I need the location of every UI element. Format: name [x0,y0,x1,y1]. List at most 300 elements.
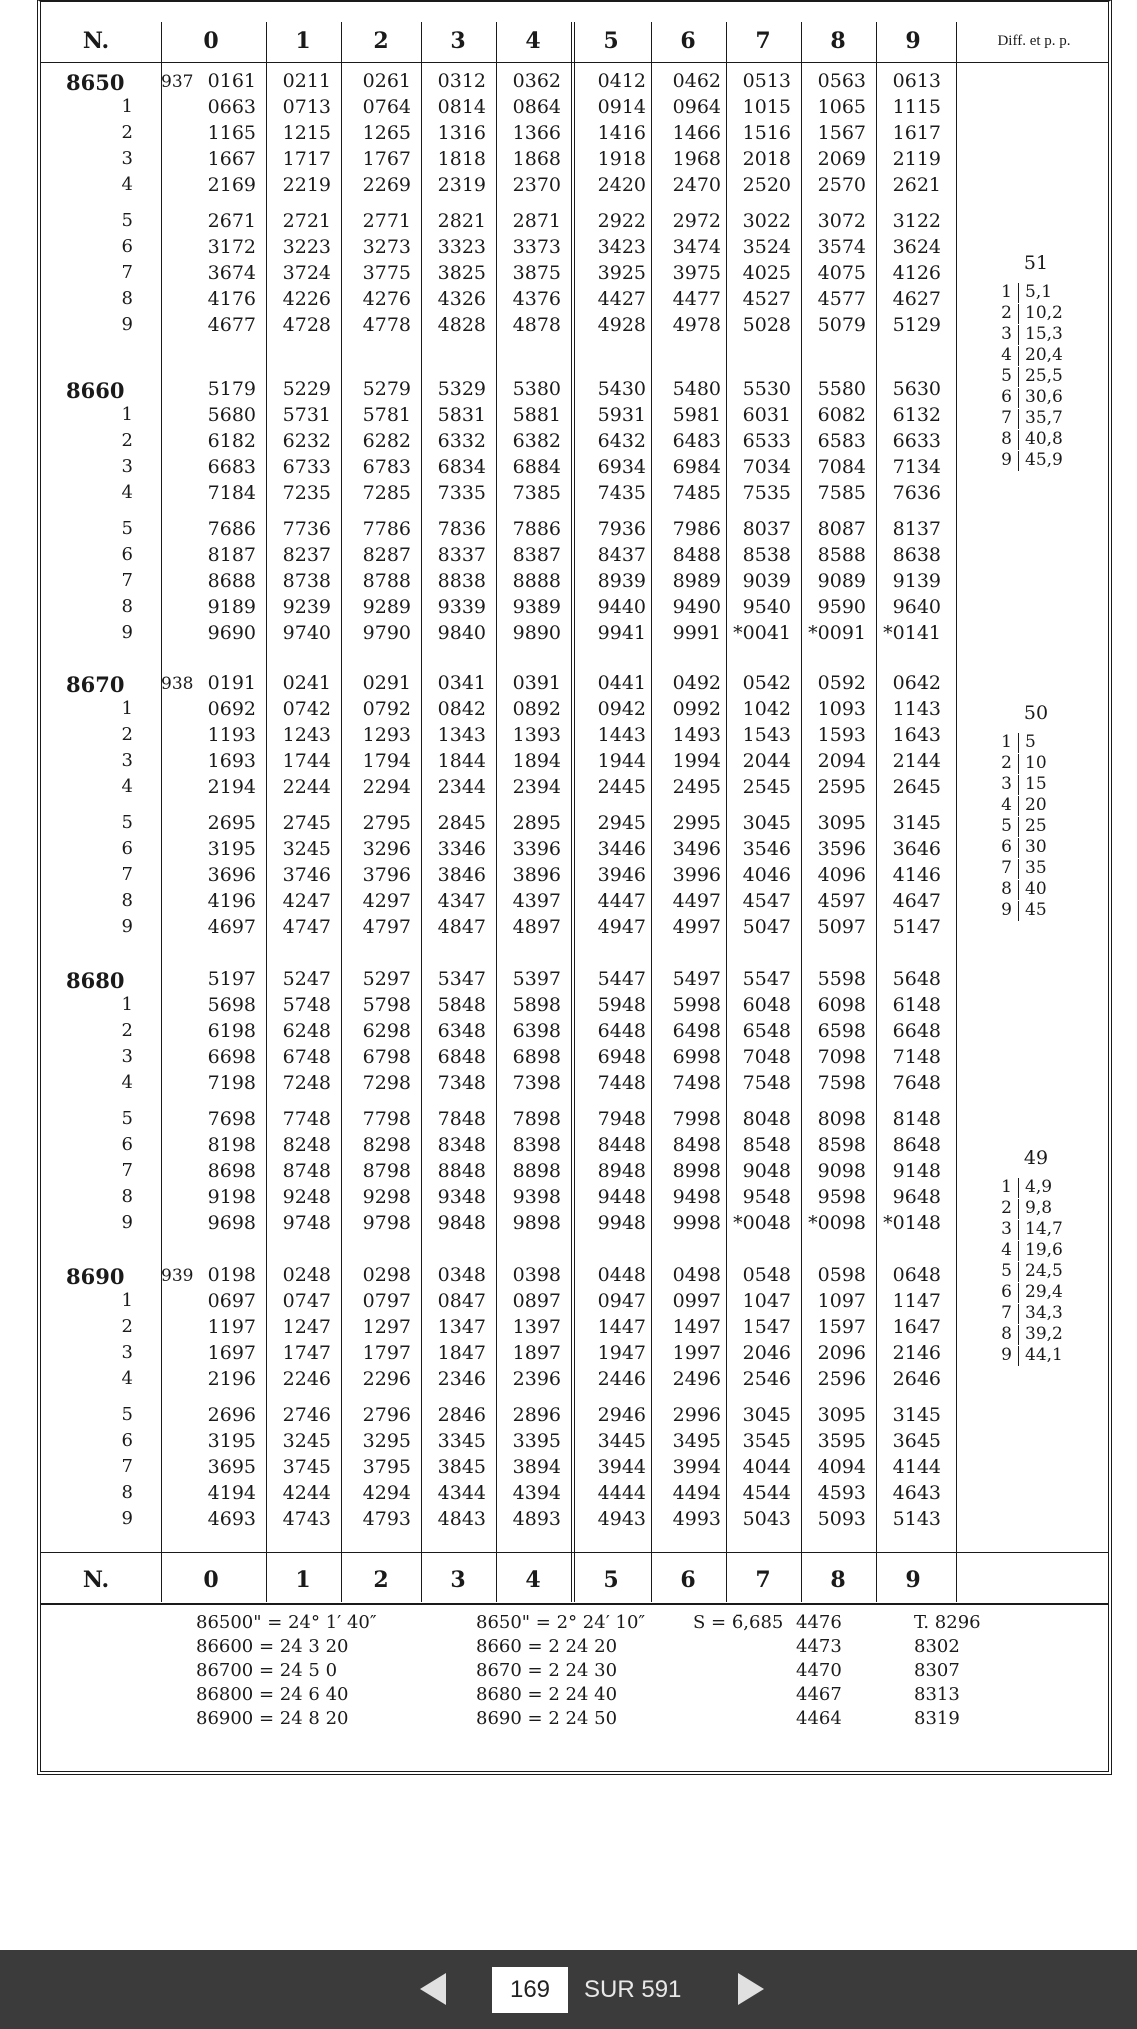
header-diff: Diff. et p. p. [997,33,1071,49]
table-cell: 5998 [672,994,721,1016]
table-cell: 9039 [742,570,791,592]
row-sub-label: 5 [121,1404,133,1425]
table-cell: 3245 [282,1430,331,1452]
table-cell: 2470 [672,174,721,196]
header-col-3: 3 [450,1567,466,1593]
table-cell: 4126 [892,262,941,284]
table-cell: 3122 [892,210,941,232]
table-cell: 2496 [672,1368,721,1390]
table-cell: 4847 [437,916,486,938]
table-cell: 4527 [742,288,791,310]
table-cell: 4344 [437,1482,486,1504]
diff-multiplier: 5 [1001,366,1012,386]
table-cell: 7084 [817,456,866,478]
footer-note: 8313 [914,1684,960,1705]
table-cell: 8698 [207,1160,256,1182]
table-cell: 9941 [597,622,646,644]
table-cell: 4593 [817,1482,866,1504]
table-cell: 9748 [282,1212,331,1234]
table-cell: 1868 [512,148,561,170]
table-cell: 3595 [817,1430,866,1452]
table-cell: 2269 [362,174,411,196]
table-cell: 2871 [512,210,561,232]
table-cell: 7348 [437,1072,486,1094]
table-cell: 0747 [282,1290,331,1312]
next-page-button[interactable] [734,1971,768,2007]
table-cell: 4144 [892,1456,941,1478]
table-cell: 7686 [207,518,256,540]
diff-multiplier: 2 [1001,753,1012,773]
table-cell: 7598 [817,1072,866,1094]
table-cell: 2246 [282,1368,331,1390]
table-cell: 0797 [362,1290,411,1312]
diff-multiplier: 6 [1001,387,1012,407]
logarithm-table [41,2,1108,1602]
table-cell: 0241 [282,672,331,694]
table-cell: 1447 [597,1316,646,1338]
footer-note: 8680 = 2 24 40 [476,1684,618,1705]
table-cell: 4897 [512,916,561,938]
table-cell: 7134 [892,456,941,478]
footer-note: 86600 = 24 3 20 [196,1636,349,1657]
table-cell: 0964 [672,96,721,118]
page-navigation-bar [0,1950,1137,2029]
table-cell: 4693 [207,1508,256,1530]
table-cell: 2096 [817,1342,866,1364]
table-cell: 2570 [817,174,866,196]
row-sub-label: 7 [121,1456,133,1477]
diff-row [996,387,1063,408]
table-cell: 4577 [817,288,866,310]
header-col-7: 7 [755,1567,771,1593]
table-cell: 3695 [207,1456,256,1478]
table-cell: 2394 [512,776,561,798]
header-col-8: 8 [830,1567,846,1593]
diff-value: 5 [1025,732,1036,752]
header-col-8: 8 [830,28,846,54]
table-cell: 5229 [282,378,331,400]
table-cell: 2995 [672,812,721,834]
table-cell: 4928 [597,314,646,336]
block-prefix: 937 [161,72,194,92]
table-cell: 7936 [597,518,646,540]
table-cell: 5380 [512,378,561,400]
diff-divider [1018,304,1019,324]
table-cell: 3022 [742,210,791,232]
diff-row [996,366,1063,387]
table-cell: 0198 [207,1264,256,1286]
table-cell: 3524 [742,236,791,258]
row-sub-label: 5 [121,1108,133,1129]
table-cell: 4046 [742,864,791,886]
table-cell: 1393 [512,724,561,746]
table-cell: 9239 [282,596,331,618]
table-cell: 6598 [817,1020,866,1042]
page-footer-notes [41,1612,1108,1772]
table-cell: 7698 [207,1108,256,1130]
table-cell: 8798 [362,1160,411,1182]
table-cell: 5197 [207,968,256,990]
table-cell: 5279 [362,378,411,400]
table-cell: 7898 [512,1108,561,1130]
table-cell: 8738 [282,570,331,592]
table-cell: 6783 [362,456,411,478]
table-cell: 5948 [597,994,646,1016]
table-cell: 3545 [742,1430,791,1452]
table-cell: 8848 [437,1160,486,1182]
table-cell: 2796 [362,1404,411,1426]
table-cell: 7535 [742,482,791,504]
table-cell: 0391 [512,672,561,694]
table-cell: 4497 [672,890,721,912]
table-cell: 1894 [512,750,561,772]
table-cell: 3975 [672,262,721,284]
table-cell: 1617 [892,122,941,144]
table-cell: 3546 [742,838,791,860]
table-cell: 0412 [597,70,646,92]
table-cell: 2169 [207,174,256,196]
next-arrow-icon [734,1971,768,2007]
table-cell: 4427 [597,288,646,310]
table-cell: 8048 [742,1108,791,1130]
table-cell: 4146 [892,864,941,886]
diff-value: 20 [1025,795,1047,815]
table-cell: 5329 [437,378,486,400]
table-cell: 4444 [597,1482,646,1504]
table-cell: 4094 [817,1456,866,1478]
table-cell: 8948 [597,1160,646,1182]
block-label-8670: 8670 [66,672,125,697]
table-cell: 8888 [512,570,561,592]
footer-note: 4476 [796,1612,842,1633]
table-cell: 4477 [672,288,721,310]
table-cell: 1944 [597,750,646,772]
table-cell: 1516 [742,122,791,144]
footer-note: 8670 = 2 24 30 [476,1660,618,1681]
row-sub-label: 8 [121,890,133,911]
diff-row [996,429,1063,450]
table-cell: 4376 [512,288,561,310]
table-cell: 7786 [362,518,411,540]
table-cell: 0291 [362,672,411,694]
table-cell: 8548 [742,1134,791,1156]
footer-note: 8302 [914,1636,960,1657]
footer-note: 86500" = 24° 1′ 40″ [196,1612,377,1633]
table-cell: 9490 [672,596,721,618]
diff-row [996,1240,1063,1261]
table-cell: 5397 [512,968,561,990]
table-cell: 5680 [207,404,256,426]
table-cell: 7298 [362,1072,411,1094]
diff-row [996,858,1047,879]
prev-page-button[interactable] [416,1971,450,2007]
table-cell: 5028 [742,314,791,336]
table-cell: 9590 [817,596,866,618]
table-cell: 6332 [437,430,486,452]
table-cell: 9898 [512,1212,561,1234]
diff-row [996,1177,1052,1198]
diff-divider [1018,1304,1019,1324]
table-cell: 1165 [207,122,256,144]
diff-row [996,753,1047,774]
table-cell: 5748 [282,994,331,1016]
table-cell: 2396 [512,1368,561,1390]
table-cell: 1597 [817,1316,866,1338]
table-cell: 2446 [597,1368,646,1390]
table-cell: 9598 [817,1186,866,1208]
diff-divider [1018,775,1019,795]
table-cell: 4993 [672,1508,721,1530]
table-cell: 8939 [597,570,646,592]
table-cell: *0048 [733,1212,791,1234]
diff-divider [1018,859,1019,879]
diff-multiplier: 3 [1001,324,1012,344]
table-cell: 8748 [282,1160,331,1182]
table-cell: 2196 [207,1368,256,1390]
table-cell: 6232 [282,430,331,452]
table-cell: 7948 [597,1108,646,1130]
table-cell: 7648 [892,1072,941,1094]
table-cell: 8187 [207,544,256,566]
diff-row [996,795,1047,816]
table-cell: 4747 [282,916,331,938]
table-cell: 2244 [282,776,331,798]
table-cell: 5097 [817,916,866,938]
table-cell: 0792 [362,698,411,720]
table-cell: 0892 [512,698,561,720]
row-sub-label: 9 [121,314,133,335]
table-cell: 9440 [597,596,646,618]
table-cell: 3172 [207,236,256,258]
table-cell: 6948 [597,1046,646,1068]
table-cell: 5179 [207,378,256,400]
table-cell: 3095 [817,812,866,834]
table-cell: 3095 [817,1404,866,1426]
table-cell: 9648 [892,1186,941,1208]
table-cell: 4627 [892,288,941,310]
footer-note: 4473 [796,1636,842,1657]
table-cell: 8538 [742,544,791,566]
table-cell: 1343 [437,724,486,746]
table-cell: 4997 [672,916,721,938]
table-cell: 3395 [512,1430,561,1452]
table-cell: 8638 [892,544,941,566]
table-cell: 1797 [362,1342,411,1364]
diff-divider [1018,1325,1019,1345]
table-cell: 1994 [672,750,721,772]
table-cell: 5831 [437,404,486,426]
table-cell: 2069 [817,148,866,170]
table-cell: 7498 [672,1072,721,1094]
row-sub-label: 9 [121,1212,133,1233]
footer-note: 8660 = 2 24 20 [476,1636,618,1657]
table-cell: 1093 [817,698,866,720]
table-cell: 3496 [672,838,721,860]
diff-divider [1018,838,1019,858]
table-cell: 9148 [892,1160,941,1182]
table-cell: 8348 [437,1134,486,1156]
table-cell: 2319 [437,174,486,196]
table-cell: 4196 [207,890,256,912]
header-col-0: 0 [203,1567,219,1593]
footer-note: 86800 = 24 6 40 [196,1684,349,1705]
table-cell: 0613 [892,70,941,92]
row-sub-label: 7 [121,570,133,591]
table-cell: 2972 [672,210,721,232]
row-sub-label: 8 [121,1186,133,1207]
table-cell: 6934 [597,456,646,478]
table-cell: 8398 [512,1134,561,1156]
table-cell: 6648 [892,1020,941,1042]
table-cell: 7048 [742,1046,791,1068]
table-cell: 5143 [892,1508,941,1530]
table-cell: 7335 [437,482,486,504]
table-cell: 2595 [817,776,866,798]
table-cell: 0942 [597,698,646,720]
diff-multiplier: 7 [1001,1303,1012,1323]
table-cell: 0298 [362,1264,411,1286]
diff-row [996,1198,1052,1219]
row-sub-label: 4 [121,174,133,195]
table-cell: 9698 [207,1212,256,1234]
table-cell: 5129 [892,314,941,336]
row-sub-label: 7 [121,864,133,885]
page-number-input[interactable]: 169 [492,1967,568,2013]
table-cell: 1593 [817,724,866,746]
table-cell: 2946 [597,1404,646,1426]
table-cell: 7836 [437,518,486,540]
table-cell: 6082 [817,404,866,426]
table-cell: 9198 [207,1186,256,1208]
table-cell: 1147 [892,1290,941,1312]
table-cell: 5781 [362,404,411,426]
diff-divider [1018,1178,1019,1198]
table-cell: 1997 [672,1342,721,1364]
table-cell: 1497 [672,1316,721,1338]
diff-row [996,732,1036,753]
table-cell: 1115 [892,96,941,118]
table-cell: 6498 [672,1020,721,1042]
row-sub-label: 8 [121,596,133,617]
row-sub-label: 2 [121,430,133,451]
table-cell: 2018 [742,148,791,170]
diff-row [996,408,1063,429]
table-cell: 3396 [512,838,561,860]
table-cell: 3445 [597,1430,646,1452]
diff-multiplier: 7 [1001,858,1012,878]
table-cell: 2445 [597,776,646,798]
row-sub-label: 3 [121,456,133,477]
table-cell: *0141 [883,622,941,644]
table-cell: 1143 [892,698,941,720]
table-cell: 1918 [597,148,646,170]
table-cell: 4347 [437,890,486,912]
column-divider [956,22,957,1602]
footer-note: 8690 = 2 24 50 [476,1708,618,1729]
table-cell: 9848 [437,1212,486,1234]
diff-row [996,303,1063,324]
table-cell: 0692 [207,698,256,720]
table-cell: 1397 [512,1316,561,1338]
table-cell: 9640 [892,596,941,618]
table-cell: 8688 [207,570,256,592]
diff-multiplier: 6 [1001,1282,1012,1302]
table-cell: 2294 [362,776,411,798]
block-label-8660: 8660 [66,378,125,403]
table-cell: 3825 [437,262,486,284]
table-cell: 0598 [817,1264,866,1286]
table-cell: 4247 [282,890,331,912]
table-cell: 4893 [512,1508,561,1530]
table-cell: 7848 [437,1108,486,1130]
table-cell: 3796 [362,864,411,886]
diff-row [996,900,1047,921]
table-cell: 2046 [742,1342,791,1364]
table-cell: 7998 [672,1108,721,1130]
diff-title-50: 50 [1023,702,1049,724]
diff-divider [1018,325,1019,345]
table-cell: 9790 [362,622,411,644]
diff-multiplier: 3 [1001,774,1012,794]
diff-value: 24,5 [1025,1261,1063,1281]
table-cell: 0312 [437,70,486,92]
table-cell: 8588 [817,544,866,566]
table-cell: 2896 [512,1404,561,1426]
diff-multiplier: 5 [1001,816,1012,836]
table-cell: 8237 [282,544,331,566]
row-sub-label: 4 [121,1368,133,1389]
row-sub-label: 3 [121,1342,133,1363]
table-cell: 4697 [207,916,256,938]
table-cell: 9548 [742,1186,791,1208]
table-cell: 4276 [362,288,411,310]
table-cell: 1818 [437,148,486,170]
table-cell: 2094 [817,750,866,772]
diff-divider [1018,430,1019,450]
table-cell: 2821 [437,210,486,232]
diff-multiplier: 2 [1001,303,1012,323]
table-cell: 2721 [282,210,331,232]
table-cell: 8337 [437,544,486,566]
table-cell: 3373 [512,236,561,258]
table-cell: 1443 [597,724,646,746]
table-cell: 5881 [512,404,561,426]
table-cell: 4176 [207,288,256,310]
table-cell: 1015 [742,96,791,118]
diff-row [996,837,1047,858]
table-cell: 0648 [892,1264,941,1286]
table-cell: 3696 [207,864,256,886]
diff-value: 35 [1025,858,1047,878]
table-cell: 9048 [742,1160,791,1182]
table-cell: 0842 [437,698,486,720]
table-cell: 6483 [672,430,721,452]
diff-row [996,1324,1063,1345]
header-col-2: 2 [373,28,389,54]
table-cell: 2194 [207,776,256,798]
table-cell: 1643 [892,724,941,746]
table-cell: 0814 [437,96,486,118]
table-cell: 4843 [437,1508,486,1530]
table-cell: 3795 [362,1456,411,1478]
header-col-7: 7 [755,28,771,54]
table-cell: 2370 [512,174,561,196]
row-sub-label: 9 [121,1508,133,1529]
table-cell: 2695 [207,812,256,834]
table-cell: 9540 [742,596,791,618]
table-cell: 0211 [282,70,331,92]
header-col-9: 9 [905,1567,921,1593]
